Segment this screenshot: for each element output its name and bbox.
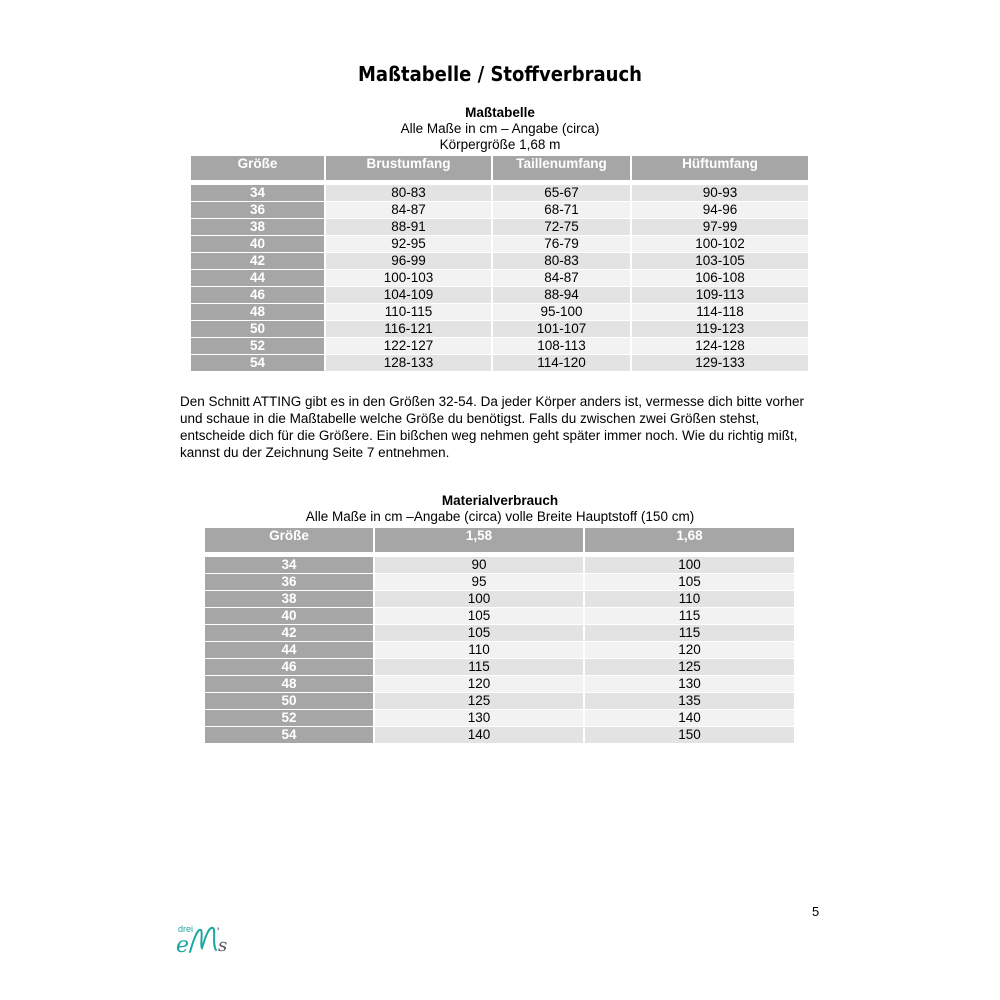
value-cell: 88-94 <box>493 286 632 303</box>
value-cell: 125 <box>585 658 794 675</box>
page-title: Maßtabelle / Stoffverbrauch <box>358 62 642 86</box>
size-cell: 36 <box>191 201 326 218</box>
value-cell: 109-113 <box>632 286 808 303</box>
value-cell: 110 <box>585 590 794 607</box>
column-header-hip: Hüftumfang <box>632 156 808 180</box>
value-cell: 140 <box>375 726 585 743</box>
value-cell: 100 <box>375 590 585 607</box>
value-cell: 90-93 <box>632 184 808 201</box>
svg-text:s: s <box>218 935 228 956</box>
value-cell: 130 <box>585 675 794 692</box>
value-cell: 115 <box>585 607 794 624</box>
column-header-waist: Taillenumfang <box>493 156 632 180</box>
size-info-paragraph: Den Schnitt ATTING gibt es in den Größen 32-54. Da jeder Körper anders ist, vermesse dich bitte vorher und schaue in die Maßtabelle welche Größe du benötigst. Falls du zwischen zwei Größen stehst, entscheide dich für die Größere. Ein bißchen weg nehmen geht später immer noch. Wie du richtig mißt, kannst du der Zeichnung Seite 7 entnehmen. <box>180 394 805 460</box>
value-cell: 68-71 <box>493 201 632 218</box>
size-cell: 52 <box>191 337 326 354</box>
size-cell: 38 <box>205 590 375 607</box>
value-cell: 100-103 <box>326 269 493 286</box>
size-cell: 52 <box>205 709 375 726</box>
table-row <box>205 573 794 590</box>
table-row <box>191 269 808 286</box>
value-cell: 80-83 <box>493 252 632 269</box>
table-row <box>191 286 808 303</box>
value-cell: 96-99 <box>326 252 493 269</box>
value-cell: 88-91 <box>326 218 493 235</box>
column-header-size: Größe <box>191 156 326 180</box>
column-header-bust: Brustumfang <box>326 156 493 180</box>
value-cell: 108-113 <box>493 337 632 354</box>
svg-text:': ' <box>217 925 220 939</box>
value-cell: 120 <box>375 675 585 692</box>
value-cell: 103-105 <box>632 252 808 269</box>
size-cell: 48 <box>205 675 375 692</box>
value-cell: 97-99 <box>632 218 808 235</box>
value-cell: 104-109 <box>326 286 493 303</box>
measure-table-subtitle: Alle Maße in cm – Angabe (circa) <box>400 121 600 136</box>
value-cell: 110-115 <box>326 303 493 320</box>
value-cell: 72-75 <box>493 218 632 235</box>
size-cell: 38 <box>191 218 326 235</box>
value-cell: 76-79 <box>493 235 632 252</box>
value-cell: 119-123 <box>632 320 808 337</box>
measure-table <box>191 156 808 371</box>
material-table-heading: Materialverbrauch <box>441 493 559 508</box>
value-cell: 95-100 <box>493 303 632 320</box>
value-cell: 84-87 <box>326 201 493 218</box>
value-cell: 95 <box>375 573 585 590</box>
table-row <box>191 235 808 252</box>
value-cell: 129-133 <box>632 354 808 371</box>
size-cell: 50 <box>191 320 326 337</box>
size-cell: 40 <box>191 235 326 252</box>
material-table-header-row <box>205 528 794 552</box>
measure-table-heading: Maßtabelle <box>465 105 535 120</box>
size-cell: 42 <box>191 252 326 269</box>
value-cell: 150 <box>585 726 794 743</box>
value-cell: 94-96 <box>632 201 808 218</box>
table-row <box>205 607 794 624</box>
table-row <box>205 590 794 607</box>
table-row <box>205 556 794 573</box>
value-cell: 140 <box>585 709 794 726</box>
value-cell: 105 <box>375 607 585 624</box>
value-cell: 110 <box>375 641 585 658</box>
size-cell: 40 <box>205 607 375 624</box>
table-row <box>191 218 808 235</box>
value-cell: 100 <box>585 556 794 573</box>
brand-logo <box>176 918 246 958</box>
material-table <box>205 528 794 743</box>
table-row <box>205 726 794 743</box>
value-cell: 122-127 <box>326 337 493 354</box>
value-cell: 114-120 <box>493 354 632 371</box>
value-cell: 116-121 <box>326 320 493 337</box>
material-table-caption <box>0 493 1000 525</box>
table-row <box>191 337 808 354</box>
table-row <box>205 658 794 675</box>
measure-table-caption <box>0 105 1000 153</box>
table-row <box>191 354 808 371</box>
column-header-size: Größe <box>205 528 375 552</box>
table-row <box>205 641 794 658</box>
value-cell: 135 <box>585 692 794 709</box>
size-cell: 44 <box>191 269 326 286</box>
material-table-subtitle: Alle Maße in cm –Angabe (circa) volle Breite Hauptstoff (150 cm) <box>305 509 695 524</box>
table-row <box>205 675 794 692</box>
table-row <box>205 709 794 726</box>
value-cell: 80-83 <box>326 184 493 201</box>
size-cell: 34 <box>205 556 375 573</box>
table-row <box>191 320 808 337</box>
value-cell: 120 <box>585 641 794 658</box>
value-cell: 114-118 <box>632 303 808 320</box>
value-cell: 105 <box>375 624 585 641</box>
size-cell: 44 <box>205 641 375 658</box>
brand-logo-mark <box>176 918 246 958</box>
table-row <box>191 252 808 269</box>
value-cell: 130 <box>375 709 585 726</box>
table-row <box>191 303 808 320</box>
value-cell: 115 <box>585 624 794 641</box>
table-row <box>191 201 808 218</box>
table-row <box>205 624 794 641</box>
value-cell: 100-102 <box>632 235 808 252</box>
size-cell: 36 <box>205 573 375 590</box>
size-cell: 50 <box>205 692 375 709</box>
value-cell: 101-107 <box>493 320 632 337</box>
page-number: 5 <box>812 904 820 919</box>
value-cell: 90 <box>375 556 585 573</box>
size-cell: 42 <box>205 624 375 641</box>
table-row <box>205 692 794 709</box>
size-cell: 46 <box>205 658 375 675</box>
value-cell: 125 <box>375 692 585 709</box>
value-cell: 65-67 <box>493 184 632 201</box>
size-cell: 34 <box>191 184 326 201</box>
size-cell: 46 <box>191 286 326 303</box>
value-cell: 84-87 <box>493 269 632 286</box>
value-cell: 128-133 <box>326 354 493 371</box>
value-cell: 115 <box>375 658 585 675</box>
value-cell: 124-128 <box>632 337 808 354</box>
table-row <box>191 184 808 201</box>
column-header-height-168: 1,68 <box>585 528 794 552</box>
logo-small-text: drei <box>178 924 194 934</box>
size-cell: 54 <box>191 354 326 371</box>
size-cell: 54 <box>205 726 375 743</box>
svg-text:e: e <box>176 933 190 958</box>
value-cell: 105 <box>585 573 794 590</box>
size-cell: 48 <box>191 303 326 320</box>
column-header-height-158: 1,58 <box>375 528 585 552</box>
value-cell: 106-108 <box>632 269 808 286</box>
measure-table-body-height: Körpergröße 1,68 m <box>439 137 561 152</box>
measure-table-header-row <box>191 156 808 180</box>
value-cell: 92-95 <box>326 235 493 252</box>
